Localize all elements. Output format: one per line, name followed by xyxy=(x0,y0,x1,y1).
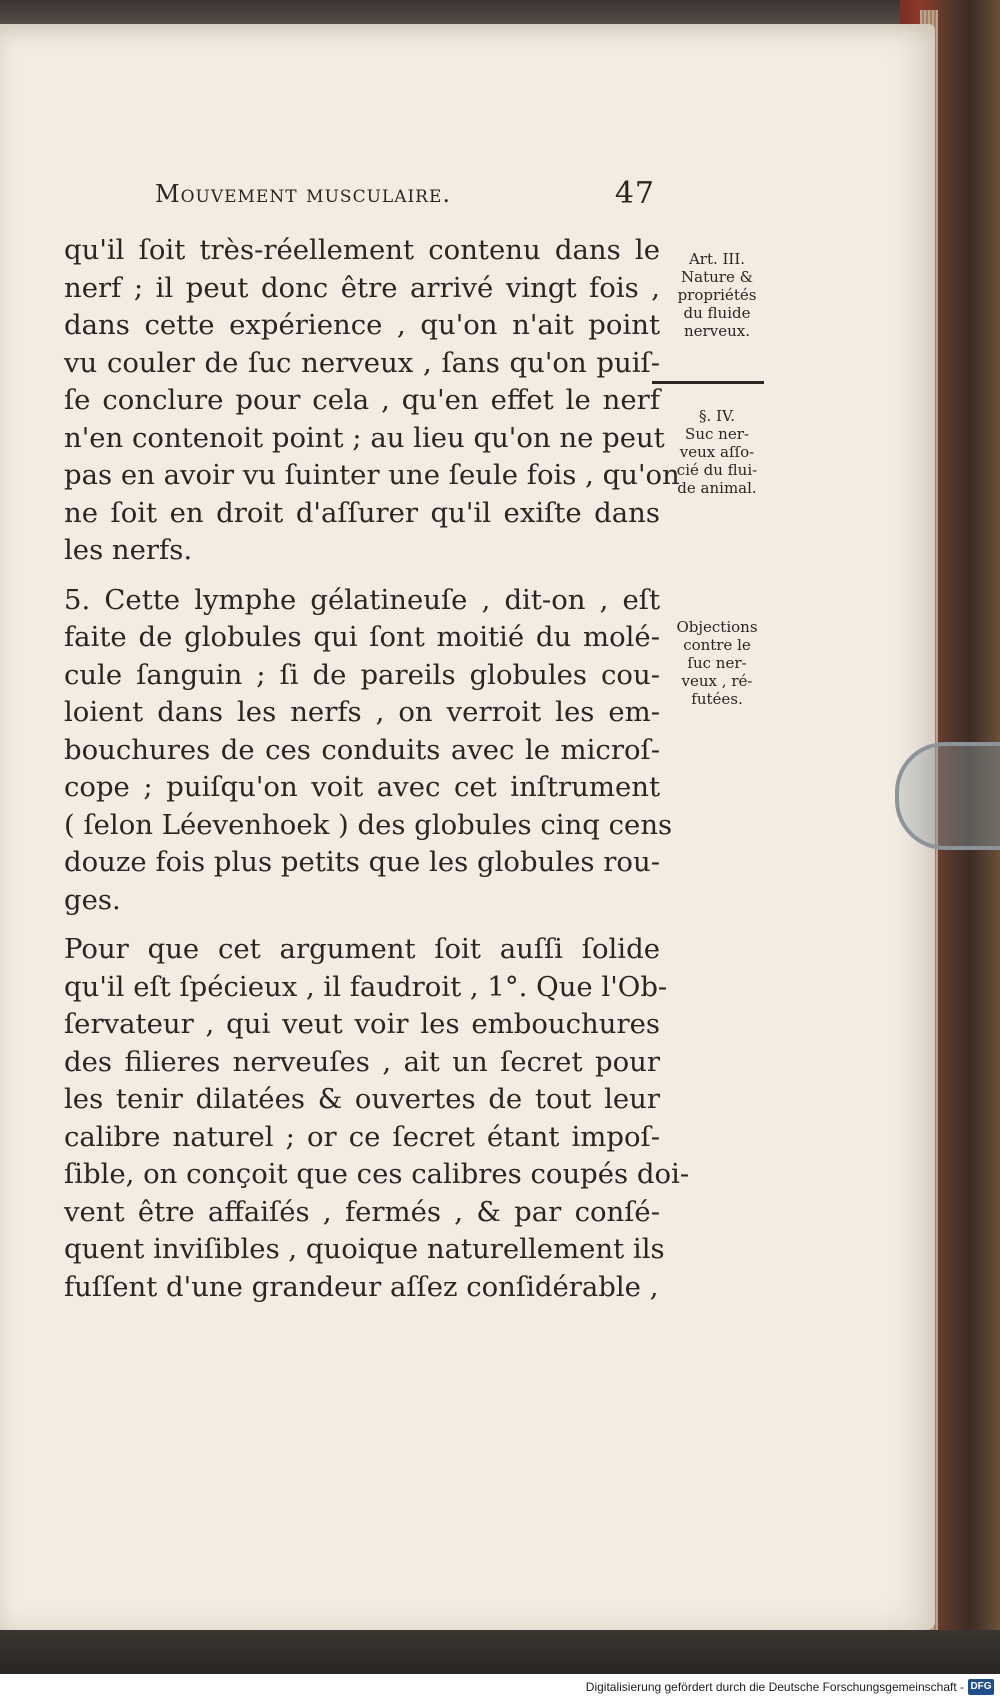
paragraph-3 xyxy=(64,931,690,1306)
bottom-edge xyxy=(0,1630,1000,1674)
text-line: ſe conclure pour cela , qu'en effet le nerf xyxy=(64,384,660,416)
text-line: des filieres nerveuſes , ait un ſecret pour xyxy=(64,1045,660,1078)
text-line: ges. xyxy=(64,883,121,916)
text-line: bouchures de ces conduits avec le microſ- xyxy=(64,733,660,766)
note-line: propriétés xyxy=(677,286,757,304)
footer-bar xyxy=(0,1674,1000,1702)
note-line: Suc ner- xyxy=(685,425,749,443)
margin-note-art-iii xyxy=(662,250,772,340)
text-line: ne ſoit en droit d'aſſurer qu'il exiſte dans xyxy=(64,496,660,529)
footer-credit: Digitalisierung gefördert durch die Deutsche Forschungsgemeinschaft - xyxy=(585,1680,964,1694)
text-line: cule ſanguin ; ſi de pareils globules cou- xyxy=(64,658,660,691)
page-clip-marker xyxy=(895,742,1000,850)
text-line: loient dans les nerfs , on verroit les em- xyxy=(64,696,660,728)
text-line: ( ſelon Léevenhoek ) des globules cinq cens xyxy=(64,808,673,841)
text-line: les tenir dilatées & ouvertes de tout leur xyxy=(64,1083,660,1115)
page-number: 47 xyxy=(614,176,655,211)
note-line: contre le xyxy=(683,636,751,654)
margin-note-section-iv xyxy=(662,407,772,497)
note-line: Nature & xyxy=(681,268,753,286)
running-header xyxy=(155,174,655,218)
text-line: pas en avoir vu ſuinter une ſeule fois , qu'on xyxy=(64,459,680,491)
text-line: quent inviſibles , quoique naturellement ils xyxy=(64,1233,665,1265)
text-line: Pour que cet argument ſoit auſſi ſolide xyxy=(64,933,660,965)
note-line: de animal. xyxy=(677,479,757,497)
text-line: qu'il eſt ſpécieux , il faudroit , 1°. Que l'Ob- xyxy=(64,970,668,1003)
text-line: nerf ; il peut donc être arrivé vingt fois , xyxy=(64,271,660,304)
text-line: vent être affaiſés , fermés , & par conſé- xyxy=(64,1195,660,1228)
margin-rule xyxy=(652,381,764,384)
text-line: qu'il ſoit très-réellement contenu dans le xyxy=(64,234,660,266)
note-line: ſuc ner- xyxy=(687,654,747,672)
note-line: du fluide xyxy=(683,304,751,322)
paragraph-1 xyxy=(64,232,680,570)
note-line: Objections xyxy=(676,618,758,636)
text-line: ſervateur , qui veut voir les embouchures xyxy=(64,1008,660,1040)
text-line: n'en contenoit point ; au lieu qu'on ne peut xyxy=(64,421,665,454)
text-line: douze fois plus petits que les globules rou- xyxy=(64,846,660,878)
text-line: cope ; puiſqu'on voit avec cet inſtrument xyxy=(64,771,660,803)
text-line: faite de globules qui ſont moitié du molé- xyxy=(64,621,660,653)
text-line: 5. Cette lymphe gélatineuſe , dit-on , eſt xyxy=(64,583,660,616)
paragraph-2 xyxy=(64,582,673,920)
note-line: Art. III. xyxy=(688,250,746,268)
note-line: nerveux. xyxy=(684,322,750,340)
text-line: dans cette expérience , qu'on n'ait point xyxy=(64,309,660,341)
text-line: vu couler de ſuc nerveux , ſans qu'on puiſ- xyxy=(64,346,660,379)
note-line: cié du flui- xyxy=(676,461,758,479)
header-title: Mouvement musculaire. xyxy=(155,180,452,208)
text-line: ſible, on conçoit que ces calibres coupés doi- xyxy=(64,1158,690,1190)
note-line: veux , ré- xyxy=(681,672,753,690)
note-line: veux aſſo- xyxy=(679,443,755,461)
note-line: §. IV. xyxy=(699,407,735,425)
text-line: fuſſent d'une grandeur aſſez conſidérable , xyxy=(64,1270,659,1303)
text-line: calibre naturel ; or ce ſecret étant impoſ- xyxy=(64,1120,660,1153)
body-text xyxy=(64,232,690,1306)
dfg-logo: DFG xyxy=(968,1679,994,1695)
margin-note-objections xyxy=(662,618,772,708)
note-line: futées. xyxy=(691,690,743,708)
text-line: les nerfs. xyxy=(64,534,193,566)
